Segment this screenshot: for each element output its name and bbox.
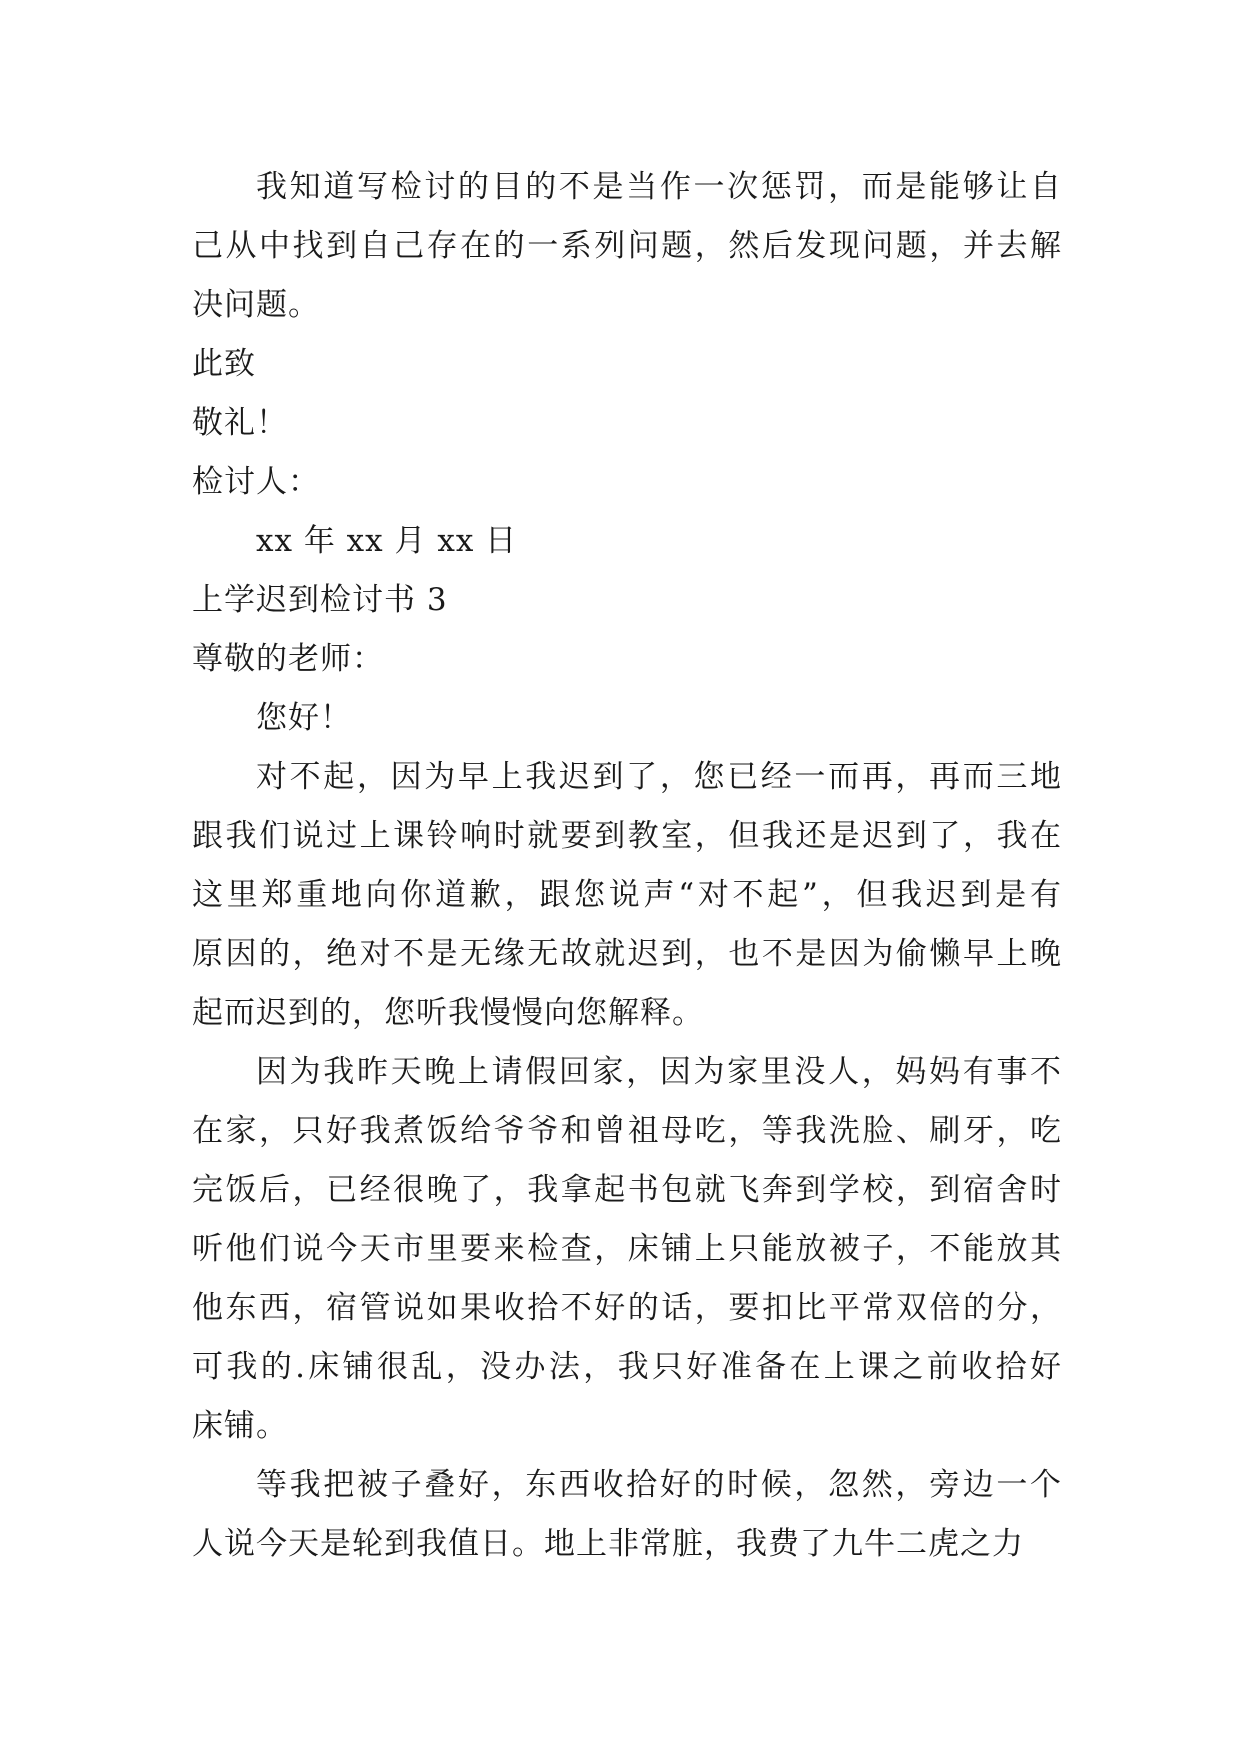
text-line: xx 年 xx 月 xx 日: [256, 523, 518, 559]
paragraph-section-title: [192, 571, 1062, 630]
paragraph-signer: [192, 453, 1062, 512]
text-line: 您好！: [256, 700, 352, 736]
text-line: 尊敬的老师：: [192, 641, 384, 677]
document-body: [192, 158, 1062, 1574]
paragraph-purpose: [192, 158, 1062, 335]
paragraph-apology: [192, 748, 1062, 1043]
text-line: 我知道写检讨的目的不是当作一次惩罚，而是能够让自: [256, 169, 1062, 205]
text-line: 原因的，绝对不是无缘无故就迟到，也不是因为偷懒早上晚: [192, 936, 1062, 972]
text-line: 可我的.床铺很乱，没办法，我只好准备在上课之前收拾好: [192, 1349, 1062, 1385]
text-line: 决问题。: [192, 287, 320, 323]
text-line: 此致: [192, 346, 256, 382]
paragraph-duty: [192, 1456, 1062, 1574]
text-line: 这里郑重地向你道歉，跟您说声“对不起”，但我迟到是有: [192, 877, 1062, 913]
paragraph-closing-2: [192, 394, 1062, 453]
text-line: 对不起，因为早上我迟到了，您已经一而再，再而三地: [256, 759, 1062, 795]
text-line: 听他们说今天市里要来检查，床铺上只能放被子，不能放其: [192, 1231, 1062, 1267]
paragraph-date: [192, 512, 1062, 571]
text-line: 他东西，宿管说如果收拾不好的话，要扣比平常双倍的分，: [192, 1290, 1062, 1326]
paragraph-salutation: [192, 630, 1062, 689]
text-line: 敬礼！: [192, 405, 288, 441]
text-line: 床铺。: [192, 1408, 288, 1444]
paragraph-closing-1: [192, 335, 1062, 394]
text-line: 在家，只好我煮饭给爷爷和曾祖母吃，等我洗脸、刷牙，吃: [192, 1113, 1062, 1149]
text-line: 完饭后，已经很晚了，我拿起书包就飞奔到学校，到宿舍时: [192, 1172, 1062, 1208]
text-line: 上学迟到检讨书 3: [192, 582, 448, 618]
text-line: 起而迟到的，您听我慢慢向您解释。: [192, 995, 704, 1031]
text-line: 检讨人：: [192, 464, 320, 500]
text-line: 跟我们说过上课铃响时就要到教室，但我还是迟到了，我在: [192, 818, 1062, 854]
text-line: 人说今天是轮到我值日。地上非常脏，我费了九牛二虎之力: [192, 1526, 1024, 1562]
text-line: 因为我昨天晚上请假回家，因为家里没人，妈妈有事不: [256, 1054, 1062, 1090]
paragraph-reason: [192, 1043, 1062, 1456]
paragraph-greeting: [192, 689, 1062, 748]
text-line: 己从中找到自己存在的一系列问题，然后发现问题，并去解: [192, 228, 1062, 264]
text-line: 等我把被子叠好，东西收拾好的时候，忽然，旁边一个: [256, 1467, 1062, 1503]
